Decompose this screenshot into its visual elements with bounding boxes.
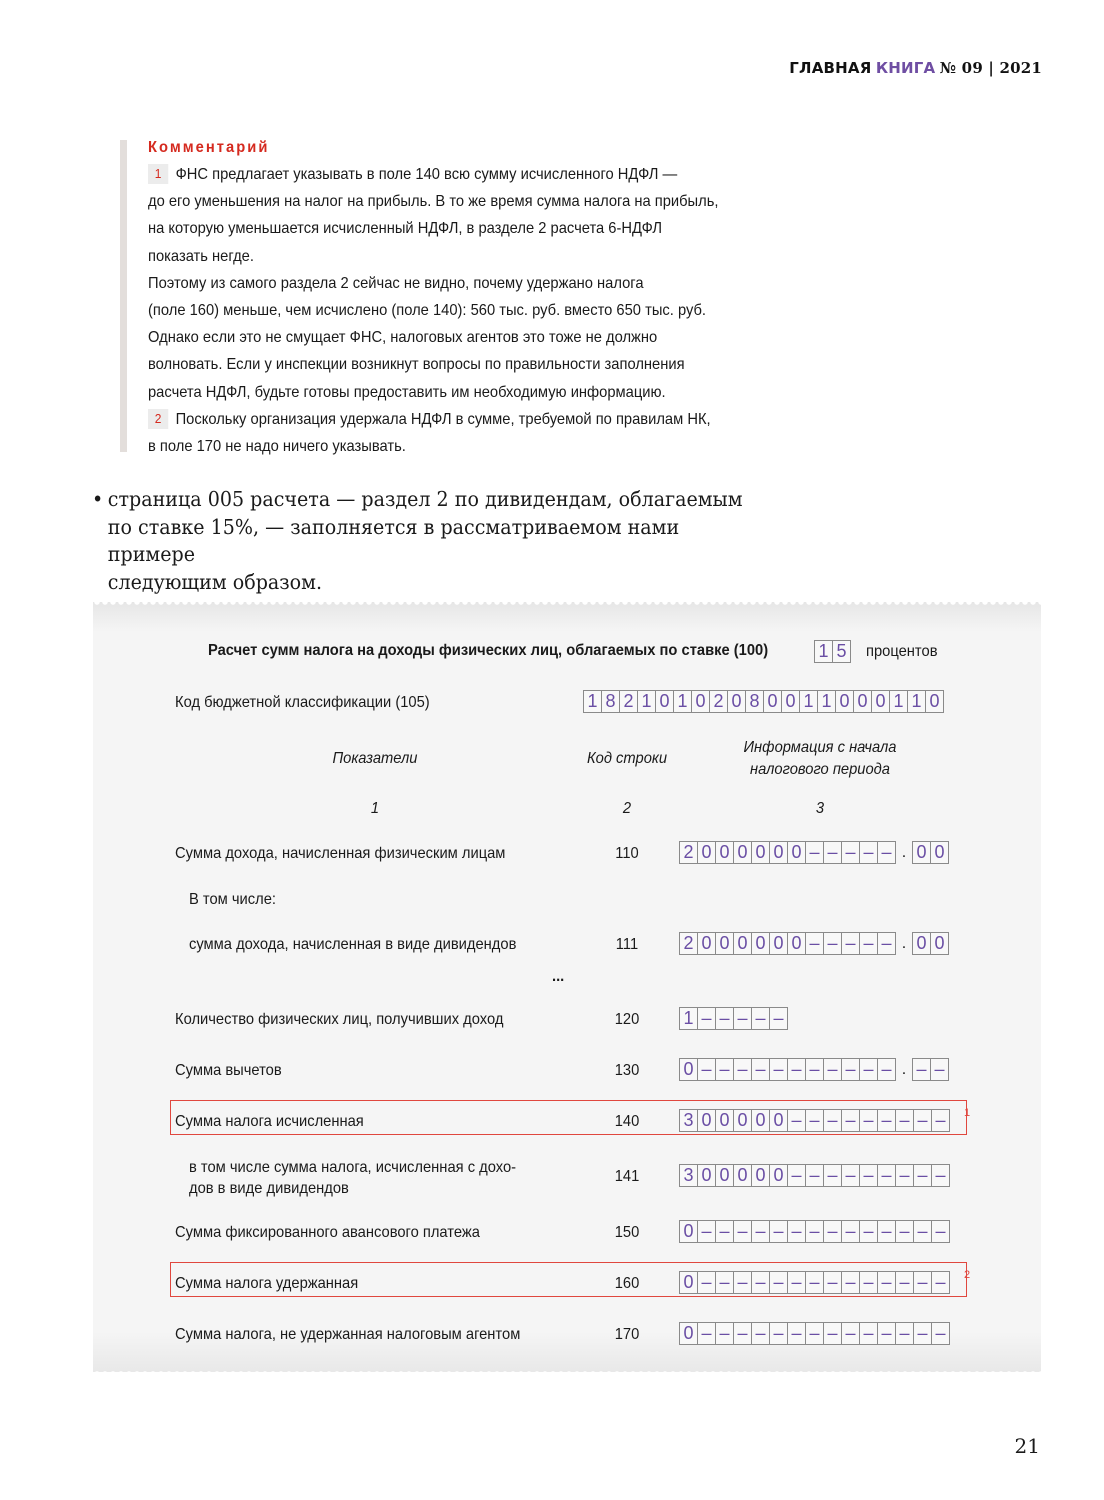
digit-cell[interactable]: 3: [679, 1164, 698, 1187]
digit-cell[interactable]: 0: [770, 1109, 788, 1132]
digit-cell[interactable]: 0: [770, 1164, 788, 1187]
digit-cell-group: [679, 1164, 950, 1187]
digit-cell[interactable]: –: [860, 1322, 878, 1345]
digit-cell[interactable]: 0: [698, 1109, 716, 1132]
digit-cell[interactable]: –: [788, 1322, 806, 1345]
row-value-field-150: [679, 1220, 950, 1243]
digit-cell[interactable]: –: [788, 1109, 806, 1132]
digit-cell-group: [679, 1007, 788, 1030]
digit-cell[interactable]: 0: [698, 841, 716, 864]
digit-cell[interactable]: 0: [656, 690, 674, 713]
digit-cell[interactable]: –: [752, 1007, 770, 1030]
digit-cell[interactable]: –: [698, 1271, 716, 1294]
digit-cell[interactable]: –: [860, 1220, 878, 1243]
digit-cell[interactable]: –: [860, 932, 878, 955]
digit-cell[interactable]: –: [842, 1109, 860, 1132]
digit-cell[interactable]: –: [752, 1322, 770, 1345]
digit-cell[interactable]: –: [752, 1271, 770, 1294]
row-code-140: 140: [614, 1113, 640, 1130]
digit-cell[interactable]: –: [842, 932, 860, 955]
column-number-3: 3: [815, 800, 825, 817]
brand-name-part2: КНИГА: [875, 59, 936, 77]
digit-cell[interactable]: –: [932, 1271, 950, 1294]
digit-cell[interactable]: –: [752, 1220, 770, 1243]
row-code-141: 141: [614, 1168, 640, 1185]
digit-cell[interactable]: 5: [833, 640, 851, 663]
digit-cell[interactable]: 1: [638, 690, 656, 713]
digit-cell[interactable]: 0: [782, 690, 800, 713]
column-header-info-line1: Информация с начала: [743, 739, 897, 756]
digit-cell[interactable]: –: [878, 1164, 896, 1187]
comment-side-bar: [120, 140, 127, 452]
digit-cell[interactable]: 0: [734, 841, 752, 864]
digit-cell[interactable]: –: [878, 1220, 896, 1243]
digit-cell-group: [912, 1058, 949, 1081]
digit-cell[interactable]: 0: [752, 932, 770, 955]
decimal-separator: .: [901, 843, 907, 861]
row-label-150: Сумма фиксированного авансового платежа: [175, 1224, 480, 1241]
digit-cell[interactable]: –: [788, 1058, 806, 1081]
row-code-111: 111: [615, 936, 639, 953]
digit-cell[interactable]: 8: [746, 690, 764, 713]
digit-cell[interactable]: 0: [912, 932, 931, 955]
digit-cell[interactable]: –: [806, 1322, 824, 1345]
digit-cell[interactable]: –: [734, 1271, 752, 1294]
digit-cell[interactable]: –: [716, 1220, 734, 1243]
digit-cell[interactable]: –: [878, 1271, 896, 1294]
digit-cell[interactable]: –: [770, 1271, 788, 1294]
digit-cell[interactable]: 0: [716, 1164, 734, 1187]
digit-cell[interactable]: 0: [836, 690, 854, 713]
digit-cell-group: [679, 1322, 950, 1345]
digit-cell[interactable]: –: [716, 1007, 734, 1030]
digit-cell[interactable]: –: [716, 1322, 734, 1345]
digit-cell[interactable]: 1: [679, 1007, 698, 1030]
digit-cell[interactable]: –: [734, 1058, 752, 1081]
digit-cell[interactable]: –: [716, 1271, 734, 1294]
row-label-141-cont: дов в виде дивидендов: [189, 1180, 349, 1197]
digit-cell[interactable]: –: [770, 1322, 788, 1345]
digit-cell[interactable]: –: [698, 1322, 716, 1345]
digit-cell[interactable]: –: [734, 1220, 752, 1243]
brand-name-part1: ГЛАВНАЯ: [789, 59, 872, 77]
digit-cell-group: [679, 841, 896, 864]
row-code-120: 120: [614, 1011, 640, 1028]
digit-cell[interactable]: 0: [854, 690, 872, 713]
digit-cell[interactable]: 3: [679, 1109, 698, 1132]
comment-note-2: 2 Поскольку организация удержала НДФЛ в сумме, требуемой по правилам НК, в поле 170 не надо ничего указывать.: [148, 410, 711, 456]
highlight-frame-row-140: [170, 1100, 967, 1135]
digit-cell[interactable]: –: [860, 1164, 878, 1187]
column-header-line-code: Код строки: [586, 750, 668, 767]
digit-cell[interactable]: –: [878, 1058, 896, 1081]
digit-cell[interactable]: –: [698, 1007, 716, 1030]
digit-cell[interactable]: 0: [770, 932, 788, 955]
digit-cell[interactable]: 1: [818, 690, 836, 713]
digit-cell[interactable]: 0: [728, 690, 746, 713]
row-label-160: Сумма налога удержанная: [175, 1275, 359, 1292]
digit-cell[interactable]: –: [896, 1271, 914, 1294]
comment-title: Комментарий: [148, 139, 270, 156]
row-label-140: Сумма налога исчисленная: [175, 1113, 364, 1130]
digit-cell[interactable]: 0: [872, 690, 890, 713]
digit-cell-group: [814, 640, 851, 663]
form-title: Расчет сумм налога на доходы физических лиц, облагаемых по ставке (100): [208, 642, 769, 659]
row-code-170: 170: [614, 1326, 640, 1343]
digit-cell[interactable]: 2: [679, 932, 698, 955]
digit-cell[interactable]: –: [914, 1109, 932, 1132]
digit-cell-group: [912, 932, 949, 955]
digit-cell[interactable]: 0: [752, 841, 770, 864]
digit-cell[interactable]: 0: [926, 690, 944, 713]
digit-cell[interactable]: –: [788, 1271, 806, 1294]
digit-cell[interactable]: –: [806, 841, 824, 864]
digit-cell[interactable]: –: [896, 1109, 914, 1132]
row-label-111: сумма дохода, начисленная в виде дивидендов: [189, 936, 517, 953]
digit-cell[interactable]: 0: [931, 841, 949, 864]
decimal-separator: .: [901, 1060, 907, 1078]
digit-cell[interactable]: 0: [752, 1164, 770, 1187]
digit-cell[interactable]: –: [842, 841, 860, 864]
row-label-130: Сумма вычетов: [175, 1062, 282, 1079]
digit-cell[interactable]: 1: [814, 640, 833, 663]
comment-block: [120, 138, 800, 460]
digit-cell[interactable]: –: [842, 1058, 860, 1081]
kbk-label: Код бюджетной классификации (105): [175, 694, 430, 711]
rate-suffix: процентов: [866, 643, 938, 660]
digit-cell[interactable]: –: [788, 1220, 806, 1243]
digit-cell[interactable]: –: [824, 1058, 842, 1081]
digit-cell[interactable]: 0: [752, 1109, 770, 1132]
digit-cell[interactable]: 0: [770, 841, 788, 864]
note-number-badge: 1: [148, 164, 168, 184]
digit-cell[interactable]: 0: [679, 1322, 698, 1345]
row-code-130: 130: [614, 1062, 640, 1079]
digit-cell[interactable]: –: [896, 1164, 914, 1187]
digit-cell[interactable]: 1: [890, 690, 908, 713]
digit-cell[interactable]: –: [716, 1058, 734, 1081]
row-value-field-120: [679, 1007, 788, 1030]
column-header-info-line2: налогового периода: [750, 761, 890, 778]
digit-cell[interactable]: 0: [734, 1109, 752, 1132]
digit-cell[interactable]: –: [842, 1322, 860, 1345]
row-value-field-130: [679, 1058, 949, 1081]
digit-cell[interactable]: 1: [908, 690, 926, 713]
bullet-marker: •: [92, 487, 104, 511]
digit-cell[interactable]: –: [842, 1271, 860, 1294]
digit-cell[interactable]: –: [931, 1058, 949, 1081]
digit-cell[interactable]: –: [806, 1058, 824, 1081]
comment-note-1: 1 ФНС предлагает указывать в поле 140 всю сумму исчисленного НДФЛ — до его уменьшения на налог на прибыль. В то же время сумма налога на прибыль, на которую уменьшается исчисленный НДФЛ, в разделе 2 расчета 6-НДФЛ показать негде. Поэтому из самого раздела 2 сейчас не видно, почему удержано налога (поле 160) меньше, чем исчислено (поле 140): 560 тыс. руб. вместо 650 тыс. руб. Однако если это не смущает ФНС, налоговых агентов это тоже не должно волновать. Если у инспекции возникнут вопросы по правильности заполнения расчета НДФЛ, будьте готовы предоставить им необходимую информацию.: [148, 166, 719, 401]
digit-cell[interactable]: –: [932, 1220, 950, 1243]
digit-cell[interactable]: –: [860, 841, 878, 864]
digit-cell[interactable]: –: [788, 1164, 806, 1187]
bullet-paragraph: • страница 005 расчета — раздел 2 по дивидендам, облагаемым по ставке 15%, — заполняется в рассматриваемом нами примере следующим образом.: [92, 487, 743, 594]
row-label-141: в том числе сумма налога, исчисленная с дохо-: [189, 1159, 517, 1176]
digit-cell[interactable]: –: [770, 1058, 788, 1081]
digit-cell[interactable]: 0: [698, 1164, 716, 1187]
digit-cell[interactable]: 0: [764, 690, 782, 713]
digit-cell[interactable]: 0: [679, 1058, 698, 1081]
digit-cell[interactable]: –: [914, 1164, 932, 1187]
digit-cell[interactable]: 0: [734, 932, 752, 955]
column-number-2: 2: [622, 800, 632, 817]
digit-cell[interactable]: –: [824, 1322, 842, 1345]
digit-cell[interactable]: –: [824, 932, 842, 955]
digit-cell[interactable]: –: [896, 1220, 914, 1243]
digit-cell[interactable]: –: [878, 841, 896, 864]
digit-cell[interactable]: –: [824, 1271, 842, 1294]
row-value-field-111: [679, 932, 949, 955]
digit-cell[interactable]: –: [824, 1164, 842, 1187]
digit-cell[interactable]: 2: [710, 690, 728, 713]
row-label-120: Количество физических лиц, получивших доход: [175, 1011, 504, 1028]
digit-cell[interactable]: 1: [583, 690, 602, 713]
digit-cell[interactable]: –: [914, 1322, 932, 1345]
digit-cell[interactable]: –: [806, 1109, 824, 1132]
digit-cell[interactable]: –: [932, 1109, 950, 1132]
sub-label: В том числе:: [189, 891, 276, 908]
digit-cell-group: [583, 690, 944, 713]
digit-cell[interactable]: –: [824, 1109, 842, 1132]
row-code-160: 160: [614, 1275, 640, 1292]
row-code-150: 150: [614, 1224, 640, 1241]
digit-cell[interactable]: 0: [679, 1271, 698, 1294]
digit-cell[interactable]: –: [878, 1109, 896, 1132]
digit-cell[interactable]: 8: [602, 690, 620, 713]
highlight-frame-row-160: [170, 1262, 967, 1297]
digit-cell[interactable]: 0: [734, 1164, 752, 1187]
digit-cell[interactable]: –: [806, 1220, 824, 1243]
decimal-separator: .: [901, 934, 907, 952]
highlight-note-ref: 2: [964, 1269, 971, 1281]
digit-cell[interactable]: –: [912, 1058, 931, 1081]
digit-cell[interactable]: –: [770, 1220, 788, 1243]
digit-cell[interactable]: 1: [674, 690, 692, 713]
digit-cell[interactable]: –: [824, 1220, 842, 1243]
kbk-field: [583, 690, 944, 713]
digit-cell[interactable]: –: [878, 932, 896, 955]
digit-cell[interactable]: 2: [620, 690, 638, 713]
digit-cell[interactable]: 0: [931, 932, 949, 955]
ndfl-form-section-2: [93, 602, 1041, 1372]
digit-cell[interactable]: –: [932, 1322, 950, 1345]
digit-cell[interactable]: 1: [800, 690, 818, 713]
row-code-110: 110: [615, 845, 639, 862]
digit-cell-group: [679, 1058, 896, 1081]
digit-cell[interactable]: –: [896, 1322, 914, 1345]
digit-cell[interactable]: –: [842, 1220, 860, 1243]
digit-cell[interactable]: 0: [716, 841, 734, 864]
digit-cell[interactable]: –: [824, 841, 842, 864]
digit-cell[interactable]: 0: [716, 932, 734, 955]
digit-cell[interactable]: –: [770, 1007, 788, 1030]
digit-cell[interactable]: –: [878, 1322, 896, 1345]
digit-cell[interactable]: 0: [716, 1109, 734, 1132]
digit-cell[interactable]: –: [914, 1271, 932, 1294]
digit-cell[interactable]: 2: [679, 841, 698, 864]
note-number-badge: 2: [148, 409, 168, 429]
digit-cell-group: [912, 841, 949, 864]
ellipsis: ...: [552, 968, 565, 985]
issue-info: № 09 | 2021: [939, 59, 1042, 77]
digit-cell[interactable]: 0: [788, 841, 806, 864]
row-value-field-170: [679, 1322, 950, 1345]
digit-cell[interactable]: –: [932, 1164, 950, 1187]
digit-cell[interactable]: –: [806, 932, 824, 955]
digit-cell[interactable]: –: [734, 1007, 752, 1030]
digit-cell[interactable]: –: [752, 1058, 770, 1081]
row-value-field-141: [679, 1164, 950, 1187]
digit-cell[interactable]: –: [806, 1271, 824, 1294]
digit-cell[interactable]: –: [860, 1109, 878, 1132]
digit-cell[interactable]: –: [698, 1220, 716, 1243]
digit-cell[interactable]: –: [860, 1058, 878, 1081]
digit-cell[interactable]: 0: [788, 932, 806, 955]
digit-cell[interactable]: 0: [692, 690, 710, 713]
digit-cell[interactable]: –: [914, 1220, 932, 1243]
digit-cell[interactable]: –: [698, 1058, 716, 1081]
row-value-field-110: [679, 841, 949, 864]
digit-cell[interactable]: 0: [698, 932, 716, 955]
column-header-indicators: Показатели: [332, 750, 418, 767]
digit-cell[interactable]: 0: [679, 1220, 698, 1243]
row-label-170: Сумма налога, не удержанная налоговым агентом: [175, 1326, 521, 1343]
highlight-note-ref: 1: [964, 1107, 971, 1119]
digit-cell[interactable]: –: [806, 1164, 824, 1187]
digit-cell[interactable]: –: [734, 1322, 752, 1345]
digit-cell-group: [679, 1220, 950, 1243]
page-number: 21: [1014, 1434, 1040, 1458]
digit-cell[interactable]: 0: [912, 841, 931, 864]
row-label-110: Сумма дохода, начисленная физическим лицам: [175, 845, 506, 862]
column-number-1: 1: [370, 800, 380, 817]
digit-cell[interactable]: –: [842, 1164, 860, 1187]
magazine-header: [789, 59, 1042, 77]
rate-field: [814, 640, 851, 663]
digit-cell[interactable]: –: [860, 1271, 878, 1294]
digit-cell-group: [679, 932, 896, 955]
